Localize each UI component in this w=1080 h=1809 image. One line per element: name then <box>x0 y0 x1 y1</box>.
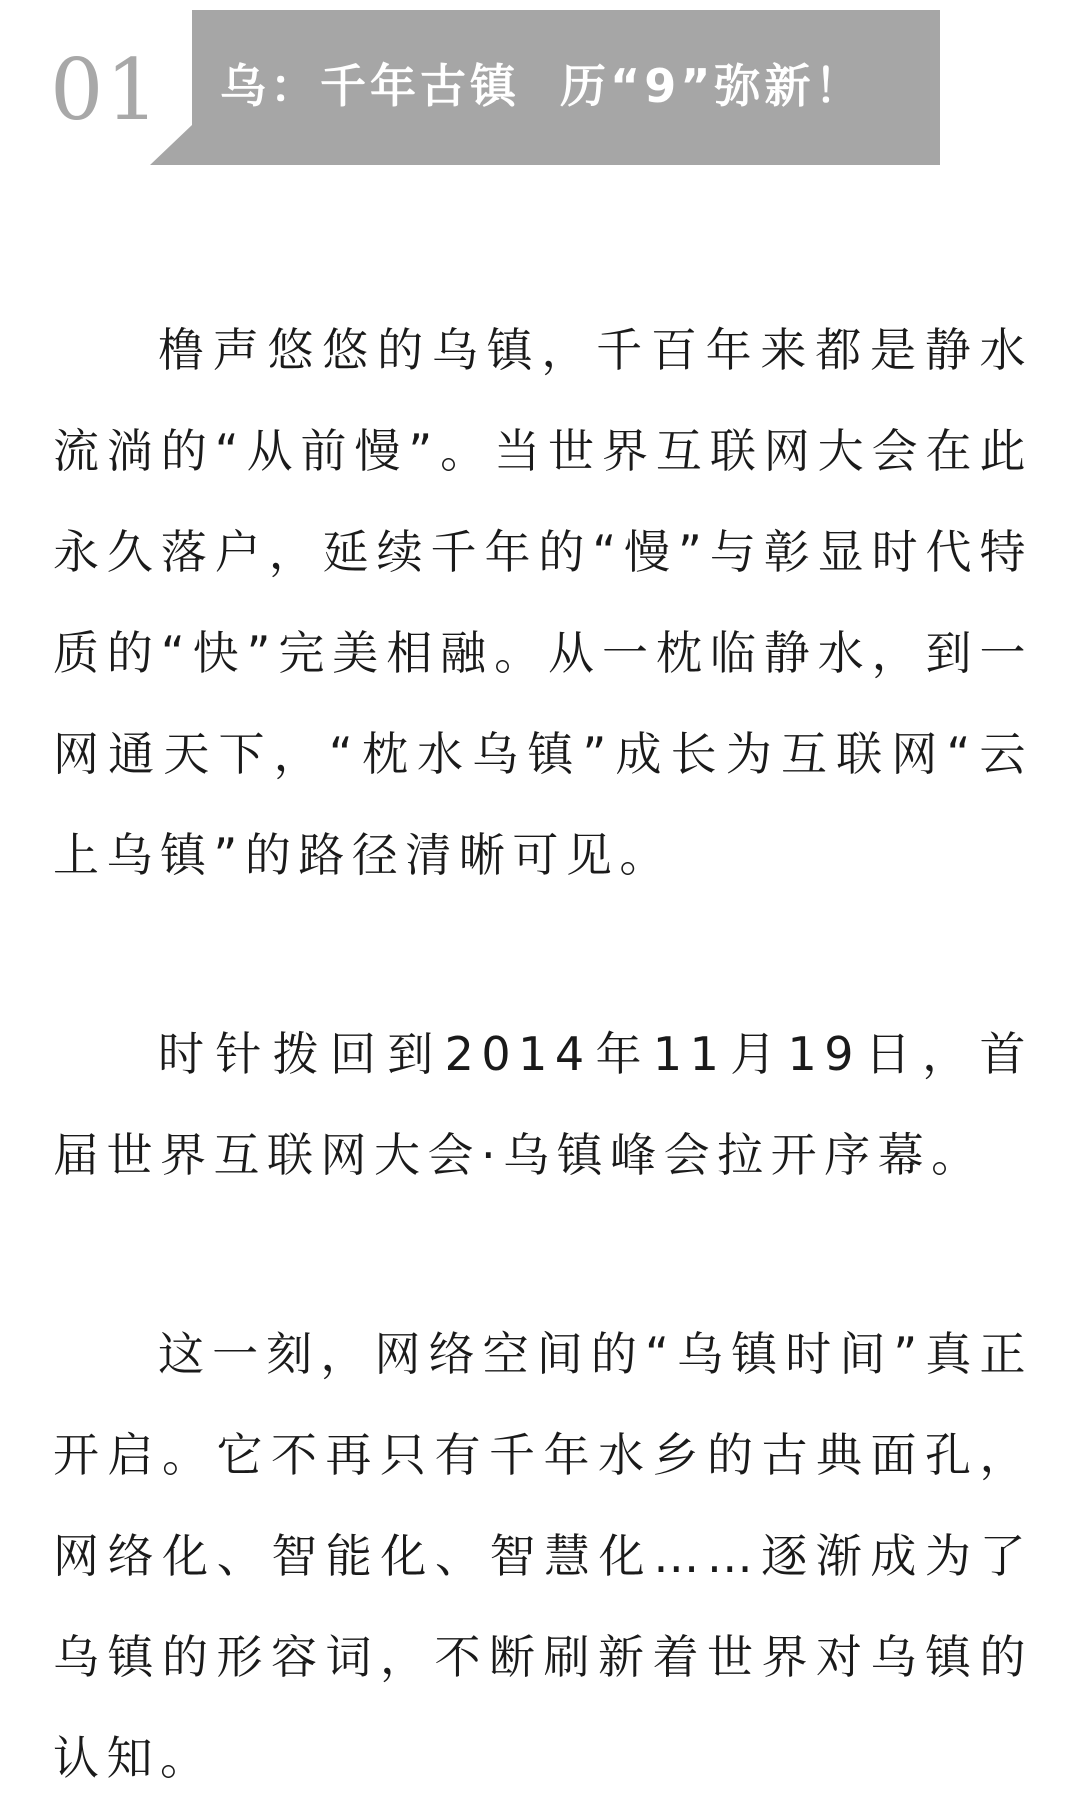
section-header <box>0 0 1080 170</box>
paragraph-3: 这一刻，网络空间的“乌镇时间”真正开启。它不再只有千年水乡的古典面孔，网络化、智能化、智慧化……逐渐成为了乌镇的形容词，不断刷新着世界对乌镇的认知。 <box>53 1327 1033 1785</box>
title-banner <box>150 10 940 165</box>
article-body <box>53 300 1033 1809</box>
paragraph-2: 时针拨回到2014年11月19日，首届世界互联网大会·乌镇峰会拉开序幕。 <box>53 1027 1033 1182</box>
paragraph-1: 橹声悠悠的乌镇，千百年来都是静水流淌的“从前慢”。当世界互联网大会在此永久落户，延续千年的“慢”与彰显时代特质的“快”完美相融。从一枕临静水，到一网通天下，“枕水乌镇”成长为互联网“云上乌镇”的路径清晰可见。 <box>53 323 1033 882</box>
section-title: 乌：千年古镇 历“9”弥新！ <box>220 59 865 113</box>
section-number: 01 <box>50 41 161 139</box>
